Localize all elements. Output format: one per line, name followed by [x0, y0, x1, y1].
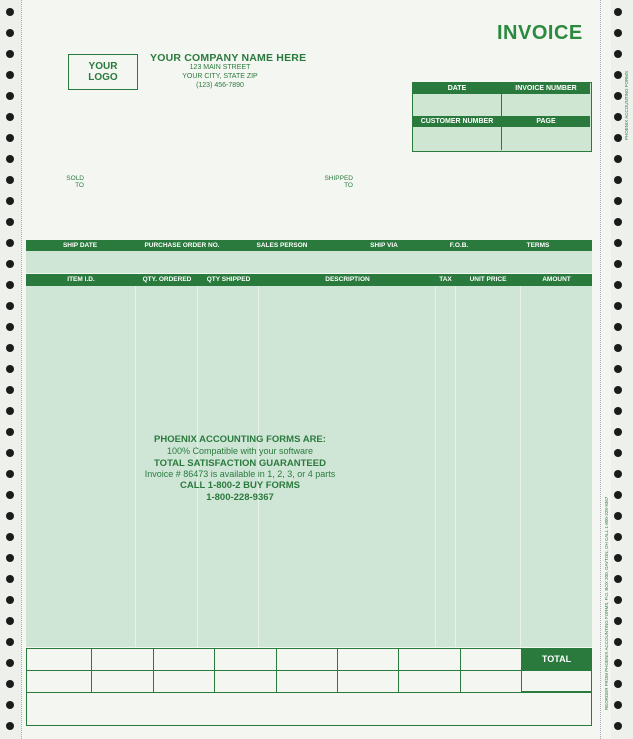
totals-cell[interactable]: [91, 648, 154, 671]
feed-hole: [6, 701, 14, 709]
feed-hole: [6, 470, 14, 478]
feed-hole: [614, 71, 622, 79]
feed-hole: [614, 386, 622, 394]
feed-hole: [614, 554, 622, 562]
col-item-id: ITEM I.D.: [67, 276, 95, 283]
feed-hole: [6, 449, 14, 457]
feed-hole: [614, 260, 622, 268]
item-header: [26, 274, 592, 286]
promo-line5: CALL 1-800-2 BUY FORMS: [179, 480, 300, 491]
col-qty-shipped: QTY SHIPPED: [206, 276, 251, 283]
date-field[interactable]: [413, 94, 501, 115]
feed-hole: [614, 50, 622, 58]
item-col-divider: [435, 286, 436, 647]
totals-cell[interactable]: [26, 648, 92, 671]
feed-hole: [614, 344, 622, 352]
feed-hole: [6, 428, 14, 436]
feed-hole: [614, 575, 622, 583]
feed-hole: [6, 323, 14, 331]
totals-cell[interactable]: [398, 648, 461, 671]
company-address-line2: YOUR CITY, STATE ZIP: [182, 73, 258, 80]
col-terms: TERMS: [526, 242, 550, 249]
col-unit-price: UNIT PRICE: [469, 276, 507, 283]
feed-hole: [6, 575, 14, 583]
sold-label: SOLD: [66, 175, 84, 182]
col-sales-person: SALES PERSON: [256, 242, 308, 249]
feed-hole: [6, 554, 14, 562]
company-name: YOUR COMPANY NAME HERE: [150, 52, 307, 64]
sold-to-label: TO: [75, 182, 84, 189]
item-col-divider: [520, 286, 521, 647]
feed-hole: [6, 134, 14, 142]
totals-cell[interactable]: [460, 648, 522, 671]
feed-hole: [6, 8, 14, 16]
feed-hole: [614, 218, 622, 226]
feed-hole: [6, 365, 14, 373]
feed-hole: [614, 155, 622, 163]
feed-hole: [6, 491, 14, 499]
feed-hole: [614, 407, 622, 415]
feed-hole: [6, 512, 14, 520]
feed-hole: [6, 239, 14, 247]
promo-line4: Invoice # 86473 is available in 1, 2, 3, or 4 parts: [144, 469, 336, 479]
feed-hole: [6, 344, 14, 352]
company-phone: (123) 456-7890: [196, 82, 244, 89]
totals-cell[interactable]: [276, 670, 338, 693]
totals-cell[interactable]: [337, 648, 399, 671]
feed-hole: [614, 428, 622, 436]
col-ship-via: SHIP VIA: [370, 242, 398, 249]
invoice-number-field[interactable]: [502, 94, 590, 115]
customer-number-label: CUSTOMER NUMBER: [413, 116, 501, 127]
feed-hole: [6, 638, 14, 646]
feed-hole: [6, 617, 14, 625]
feed-hole: [614, 701, 622, 709]
feed-hole: [6, 302, 14, 310]
shipped-label: SHIPPED: [324, 175, 353, 182]
order-info-header: [26, 240, 592, 251]
totals-cell[interactable]: [214, 648, 277, 671]
totals-cell[interactable]: [276, 648, 338, 671]
item-col-divider: [455, 286, 456, 647]
col-purchase-order: PURCHASE ORDER NO.: [144, 242, 220, 249]
feed-hole: [614, 8, 622, 16]
feed-hole: [614, 134, 622, 142]
totals-cell[interactable]: [91, 670, 154, 693]
feed-hole: [614, 113, 622, 121]
feed-hole: [614, 659, 622, 667]
feed-hole: [614, 197, 622, 205]
feed-hole: [614, 512, 622, 520]
feed-hole: [614, 470, 622, 478]
promo-line6: 1-800-228-9367: [206, 492, 274, 503]
totals-cell[interactable]: [153, 648, 215, 671]
remarks-box[interactable]: [26, 692, 592, 726]
col-description: DESCRIPTION: [325, 276, 370, 283]
left-perforation: [21, 0, 23, 739]
feed-hole: [6, 281, 14, 289]
total-label: TOTAL: [521, 648, 592, 670]
feed-hole: [6, 386, 14, 394]
company-address-line1: 123 MAIN STREET: [189, 64, 251, 71]
totals-cell[interactable]: [26, 670, 92, 693]
feed-hole: [614, 281, 622, 289]
feed-hole: [6, 596, 14, 604]
feed-hole: [6, 680, 14, 688]
feed-hole: [6, 50, 14, 58]
promo-line3: TOTAL SATISFACTION GUARANTEED: [154, 458, 326, 469]
totals-cell[interactable]: [214, 670, 277, 693]
feed-hole: [614, 533, 622, 541]
feed-hole: [6, 29, 14, 37]
feed-hole: [6, 722, 14, 730]
feed-hole: [6, 155, 14, 163]
order-info-row[interactable]: [26, 251, 592, 273]
col-amount: AMOUNT: [542, 276, 571, 283]
promo-line1: PHOENIX ACCOUNTING FORMS ARE:: [154, 434, 326, 445]
feed-hole: [6, 113, 14, 121]
feed-hole: [614, 365, 622, 373]
feed-hole: [614, 680, 622, 688]
feed-hole: [6, 260, 14, 268]
totals-cell[interactable]: [337, 670, 399, 693]
feed-hole: [614, 596, 622, 604]
feed-hole: [614, 323, 622, 331]
right-perforation: [600, 0, 602, 739]
feed-hole: [6, 407, 14, 415]
promo-line2: 100% Compatible with your software: [166, 446, 314, 456]
feed-hole: [614, 176, 622, 184]
col-fob: F.O.B.: [449, 242, 469, 249]
logo-box: [68, 54, 138, 90]
feed-hole: [614, 638, 622, 646]
feed-hole: [6, 176, 14, 184]
total-field[interactable]: [521, 670, 592, 692]
side-reorder-text: REORDER FROM PHOENIX ACCOUNTING FORMS, P.O. BOX 200, DAYTON, OH CALL 1-800-228-9367: [604, 496, 609, 710]
feed-hole: [614, 617, 622, 625]
feed-hole: [614, 29, 622, 37]
feed-hole: [614, 92, 622, 100]
col-ship-date: SHIP DATE: [62, 242, 98, 249]
col-qty-ordered: QTY. ORDERED: [142, 276, 192, 283]
totals-cell[interactable]: [153, 670, 215, 693]
page-label: PAGE: [502, 116, 590, 127]
feed-hole: [6, 92, 14, 100]
shipped-to-label: TO: [344, 182, 353, 189]
totals-cell[interactable]: [460, 670, 522, 693]
feed-hole: [614, 239, 622, 247]
feed-hole: [6, 218, 14, 226]
feed-hole: [6, 71, 14, 79]
feed-hole: [614, 722, 622, 730]
feed-hole: [614, 302, 622, 310]
feed-hole: [6, 659, 14, 667]
page-field[interactable]: [502, 128, 590, 149]
feed-hole: [6, 533, 14, 541]
col-tax: TAX: [439, 276, 452, 283]
feed-hole: [614, 491, 622, 499]
logo-text: YOUR LOGO: [88, 61, 118, 83]
invoice-number-label: INVOICE NUMBER: [502, 83, 590, 94]
feed-hole: [614, 449, 622, 457]
totals-cell[interactable]: [398, 670, 461, 693]
side-brand-text: PHOENIX ACCOUNTING FORMS: [624, 70, 629, 140]
invoice-title: INVOICE: [497, 22, 583, 44]
date-label: DATE: [413, 83, 501, 94]
customer-number-field[interactable]: [413, 128, 501, 149]
feed-hole: [6, 197, 14, 205]
